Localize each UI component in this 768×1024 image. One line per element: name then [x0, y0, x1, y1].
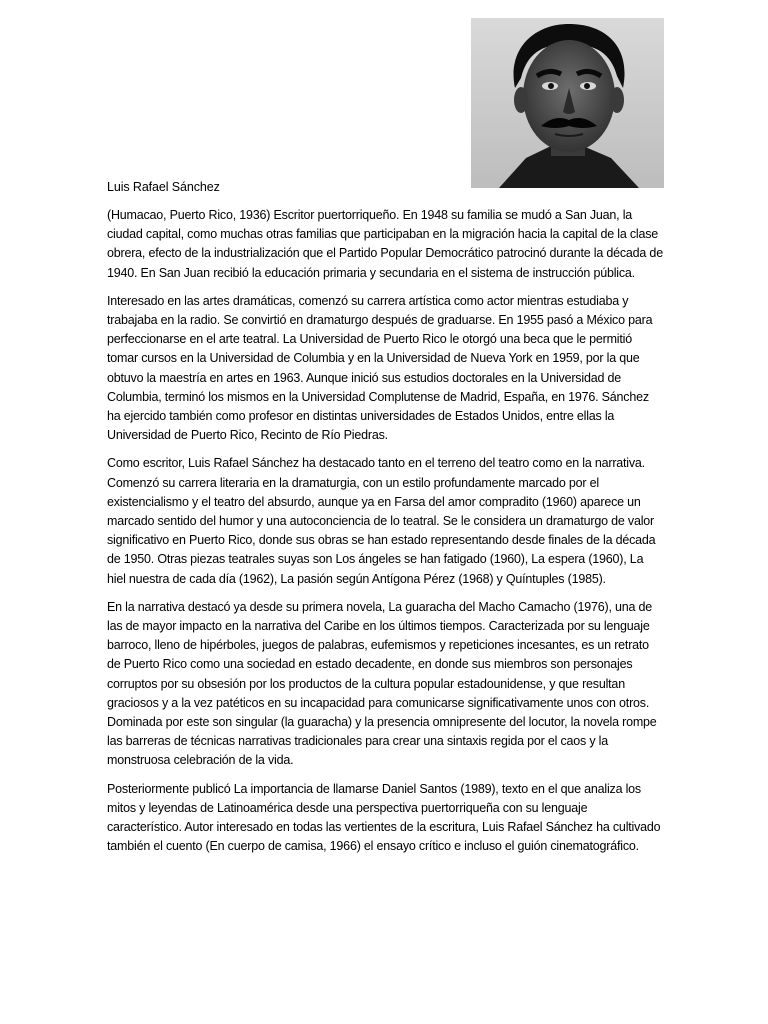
paragraph-later-works: Posteriormente publicó La importancia de llamarse Daniel Santos (1989), texto en el que analiza los mitos y leyendas de Latinoamérica desde una perspectiva puertorriqueña con su lenguaje característico. Autor interesado en todas las vertientes de la escritura, Luis Rafael Sánchez ha cultivado también el cuento (En cuerpo de camisa, 1966) el ensayo crítico e incluso el guión cinematográfico. — [107, 781, 661, 854]
paragraph-theatre-career: Como escritor, Luis Rafael Sánchez ha destacado tanto en el terreno del teatro como en la narrativa. Comenzó su carrera literaria en la dramaturgia, con un estilo profundamente marcado por el existencialismo y el teatro del absurdo, aunque ya en Farsa del amor compradito (1960) aparece un marcado sentido del humor y una autoconciencia de lo teatral. Se le considera un dramaturgo de valor significativo en Puerto Rico, donde sus obras se han estado representando desde finales de la década de 1950. Otras piezas teatrales suyas son Los ángeles se han fatigado (1960), La espera (1960), La hiel nuestra de cada día (1962), La pasión según Antígona Pérez (1968) y Quíntuples (1985). — [107, 456, 656, 586]
document-title: Luis Rafael Sánchez — [107, 180, 220, 194]
portrait-photo-icon — [471, 18, 664, 188]
document-body — [107, 206, 663, 866]
paragraph-education: Interesado en las artes dramáticas, comenzó su carrera artística como actor mientras estudiaba y trabajaba en la radio. Se convirtió en dramaturgo después de graduarse. En 1955 pasó a México para perfeccionarse en el arte teatral. La Universidad de Puerto Rico le otorgó una beca que le permitió tomar cursos en la Universidad de Columbia y en la Universidad de Nueva York en 1959, por la que obtuvo la maestría en artes en 1963. Aunque inició sus estudios doctorales en la Universidad de Columbia, terminó los mismos en la Universidad Complutense de Madrid, España, en 1976. Sánchez ha ejercido también como profesor en distintas universidades de Estados Unidos, entre ellas la Universidad de Puerto Rico, Recinto de Río Piedras. — [107, 293, 653, 443]
portrait-photo — [471, 18, 664, 188]
paragraph-biography-origin: (Humacao, Puerto Rico, 1936) Escritor puertorriqueño. En 1948 su familia se mudó a San Juan, la ciudad capital, como muchas otras familias que participaban en la migración hacia la capital de la clase obrera, efecto de la industrialización que el Partido Popular Democrático patrocinó durante la década de 1940. En San Juan recibió la educación primaria y secundaria en el sistema de instrucción pública. — [107, 208, 663, 280]
paragraph-narrative-career: En la narrativa destacó ya desde su primera novela, La guaracha del Macho Camacho (1976), una de las de mayor impacto en la narrativa del Caribe en los últimos tiempos. Caracterizada por su lenguaje barroco, lleno de hipérboles, juegos de palabras, eufemismos y repeticiones incesantes, es un retrato de Puerto Rico como una sociedad en estado decadente, en donde sus miembros son personajes corruptos por su obsesión por los productos de la cultura popular estadounidense, y que resultan graciosos y a la vez patéticos en su incapacidad para comunicarse significativamente unos con otros. Dominada por este son singular (la guaracha) y la presencia omnipresente del locutor, la novela rompe las barreras de técnicas narrativas tradicionales para crear una sintaxis regida por el caos y la monstruosa celebración de la vida. — [107, 599, 657, 768]
